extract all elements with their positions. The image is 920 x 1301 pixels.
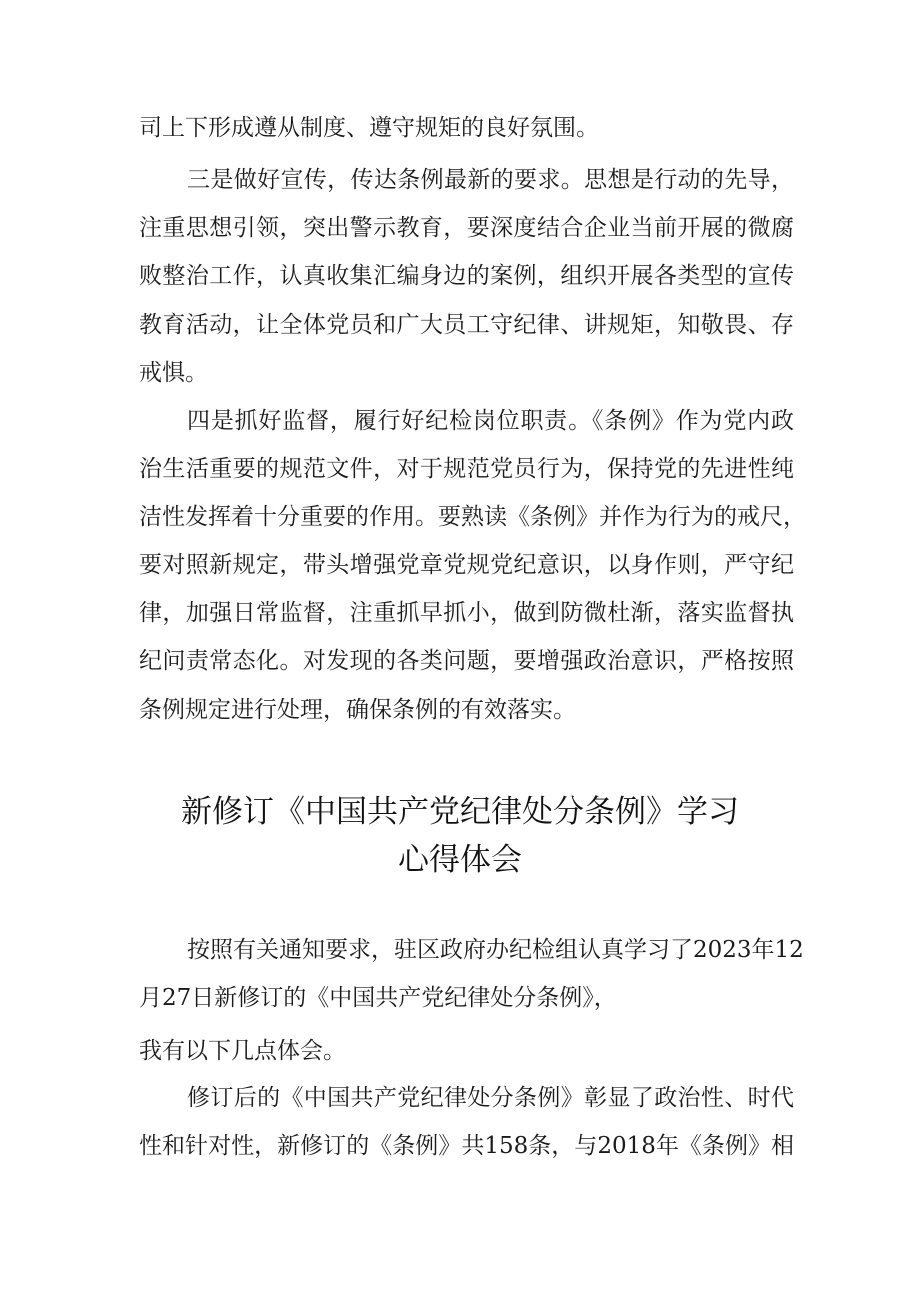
paragraph-line: 败整治工作，认真收集汇编身边的案例，组织开展各类型的宣传 [139, 263, 794, 289]
paragraph-line: 注重思想引领，突出警示教育，要深度结合企业当前开展的微腐 [139, 215, 794, 241]
paragraph-line: 月27日新修订的《中国共产党纪律处分条例》， [139, 985, 617, 1011]
article-title: 新修订《中国共产党纪律处分条例》学习 [181, 794, 739, 830]
paragraph-line: 我有以下几点体会。 [139, 1038, 346, 1064]
paragraph-line: 修订后的《中国共产党纪律处分条例》彰显了政治性、时代 [187, 1085, 794, 1111]
paragraph-line: 纪问责常态化。对发现的各类问题，要增强政治意识，严格按照 [139, 648, 794, 674]
paragraph-line: 三是做好宣传，传达条例最新的要求。思想是行动的先导， [187, 167, 794, 193]
article-title-continued: 心得体会 [398, 842, 522, 878]
paragraph-line: 治生活重要的规范文件，对于规范党员行为，保持党的先进性纯 [139, 456, 794, 482]
paragraph-line: 律，加强日常监督，注重抓早抓小，做到防微杜渐，落实监督执 [139, 600, 794, 626]
paragraph-line: 四是抓好监督，履行好纪检岗位职责。《条例》作为党内政 [187, 408, 794, 434]
paragraph-line: 洁性发挥着十分重要的作用。要熟读《条例》并作为行为的戒尺， [139, 504, 806, 530]
paragraph-line: 司上下形成遵从制度、遵守规矩的良好氛围。 [139, 115, 599, 141]
paragraph-line: 性和针对性，新修订的《条例》共158条，与2018年《条例》相 [139, 1133, 794, 1159]
paragraph-line: 按照有关通知要求，驻区政府办纪检组认真学习了2023年12 [187, 937, 804, 963]
paragraph-line: 教育活动，让全体党员和广大员工守纪律、讲规矩，知敬畏、存 [139, 312, 794, 338]
paragraph-line: 要对照新规定，带头增强党章党规党纪意识，以身作则，严守纪 [139, 552, 794, 578]
paragraph-line: 戒惧。 [139, 360, 208, 386]
paragraph-line: 条例规定进行处理，确保条例的有效落实。 [139, 697, 576, 723]
